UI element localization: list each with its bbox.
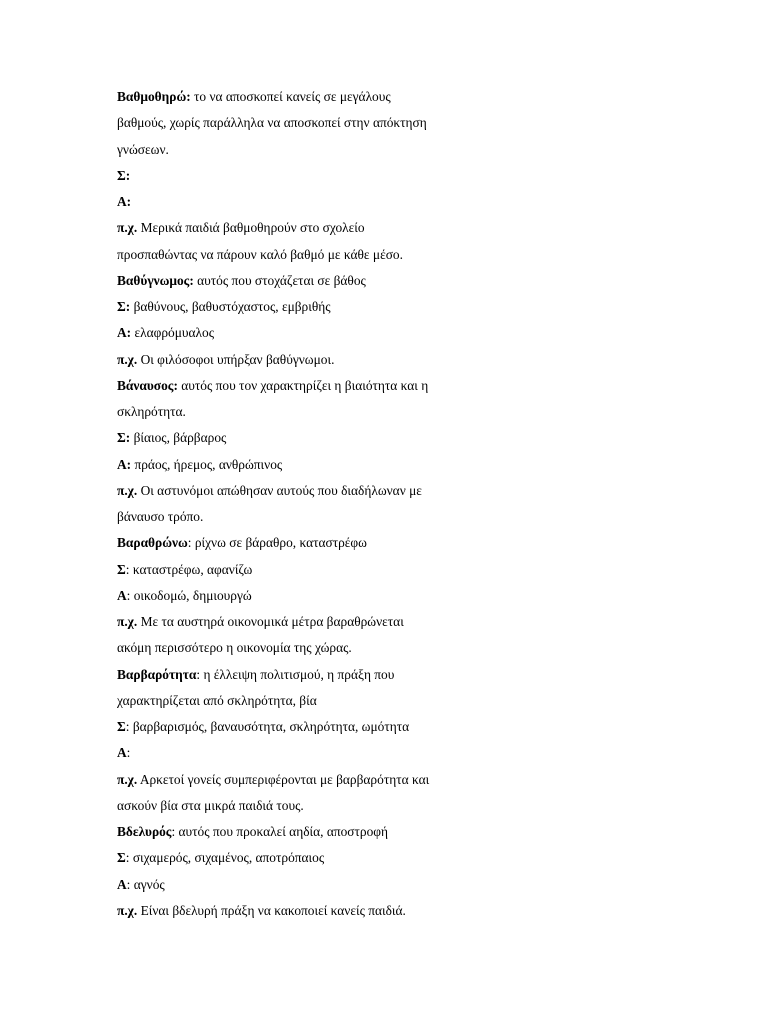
document-page [117,84,737,924]
line-text: : σιχαμερός, σιχαμένος, αποτρόπαιος [125,850,325,866]
line-text: ακόμη περισσότερο η οικονομία της χώρας. [117,640,352,656]
document-line [117,845,737,871]
document-line [117,740,737,766]
document-line [117,819,737,845]
antonym-label: Α: [117,194,132,209]
document-line [117,137,737,163]
document-line [117,320,737,346]
antonym-label: Α: [117,325,132,341]
term-heading: Βάναυσος: [117,377,178,393]
synonym-label: Σ: [117,299,131,314]
line-text: χαρακτηρίζεται από σκληρότητα, βία [117,692,317,708]
synonym-label: Σ [117,850,126,866]
example-label: π.χ. [117,771,138,787]
antonym-label: Α [117,745,127,761]
line-text: Οι αστυνόμοι απώθησαν αυτούς που διαδήλωναν με [137,482,422,498]
line-text: : ρίχνω σε βάραθρο, καταστρέφω [187,535,367,551]
document-line [117,714,737,740]
document-line [117,215,737,241]
document-line [117,373,737,399]
synonym-label: Σ [117,561,126,577]
line-text: Είναι βδελυρή πράξη να κακοποιεί κανείς παιδιά. [137,902,406,918]
line-text: αυτός που στοχάζεται σε βάθος [193,272,366,288]
line-text: : [126,745,131,761]
example-label: π.χ. [117,220,138,236]
line-text: βαθύνους, βαθυστόχαστος, εμβριθής [130,299,331,314]
document-line [117,452,737,478]
document-line [117,347,737,373]
term-heading: Βδελυρός [117,824,172,839]
line-text: ελαφρόμυαλος [131,325,215,341]
document-line [117,84,737,110]
document-line [117,268,737,294]
line-text: πράος, ήρεμος, ανθρώπινος [131,456,283,472]
term-heading: Βαραθρώνω [117,535,188,551]
example-label: π.χ. [117,614,138,629]
line-text: Μερικά παιδιά βαθμοθηρούν στο σχολείο [137,220,365,236]
document-line [117,110,737,136]
line-text: αυτός που τον χαρακτηρίζει η βιαιότητα και η [177,377,429,393]
line-text: : αυτός που προκαλεί αηδία, αποστροφή [171,824,388,839]
document-line [117,189,737,215]
line-text: : βαρβαρισμός, βαναυσότητα, σκληρότητα, ωμότητα [125,719,410,734]
antonym-label: Α [117,587,127,603]
document-line [117,635,737,661]
document-line [117,294,737,320]
document-line [117,242,737,268]
document-line [117,688,737,714]
example-label: π.χ. [117,351,138,367]
line-text: σκληρότητα. [117,404,186,419]
document-line [117,478,737,504]
line-text: προσπαθώντας να πάρουν καλό βαθμό με κάθε μέσο. [117,246,403,262]
document-line [117,557,737,583]
line-text: βάναυσο τρόπο. [117,509,204,524]
term-heading: Βαθύγνωμος: [117,272,194,288]
document-line [117,898,737,924]
line-text: ασκούν βία στα μικρά παιδιά τους. [117,797,304,813]
line-text: βαθμούς, χωρίς παράλληλα να αποσκοπεί στην απόκτηση [117,115,427,131]
line-text: : οικοδομώ, δημιουργώ [126,587,252,603]
synonym-label: Σ: [117,430,131,446]
document-line [117,793,737,819]
line-text: γνώσεων. [117,141,169,157]
line-text: Οι φιλόσοφοι υπήρξαν βαθύγνωμοι. [137,351,335,367]
document-line [117,163,737,189]
line-text: : καταστρέφω, αφανίζω [125,561,253,577]
line-text: Αρκετοί γονείς συμπεριφέρονται με βαρβαρότητα και [137,771,430,787]
line-text: βίαιος, βάρβαρος [130,430,227,446]
antonym-label: Α: [117,456,132,472]
line-text: : αγνός [126,876,165,892]
term-heading: Βαθμοθηρώ: [117,89,191,104]
document-line [117,872,737,898]
document-line [117,530,737,556]
document-line [117,662,737,688]
line-text: Με τα αυστηρά οικονομικά μέτρα βαραθρώνεται [137,614,404,629]
document-line [117,504,737,530]
antonym-label: Α [117,876,127,892]
line-text: : η έλλειψη πολιτισμού, η πράξη που [196,666,395,682]
line-text: το να αποσκοπεί κανείς σε μεγάλους [190,89,391,104]
example-label: π.χ. [117,902,138,918]
term-heading: Βαρβαρότητα [117,666,197,682]
document-line [117,767,737,793]
example-label: π.χ. [117,482,138,498]
document-line [117,609,737,635]
document-line [117,399,737,425]
document-line [117,583,737,609]
synonym-label: Σ [117,719,126,734]
synonym-label: Σ: [117,167,131,183]
document-line [117,425,737,451]
